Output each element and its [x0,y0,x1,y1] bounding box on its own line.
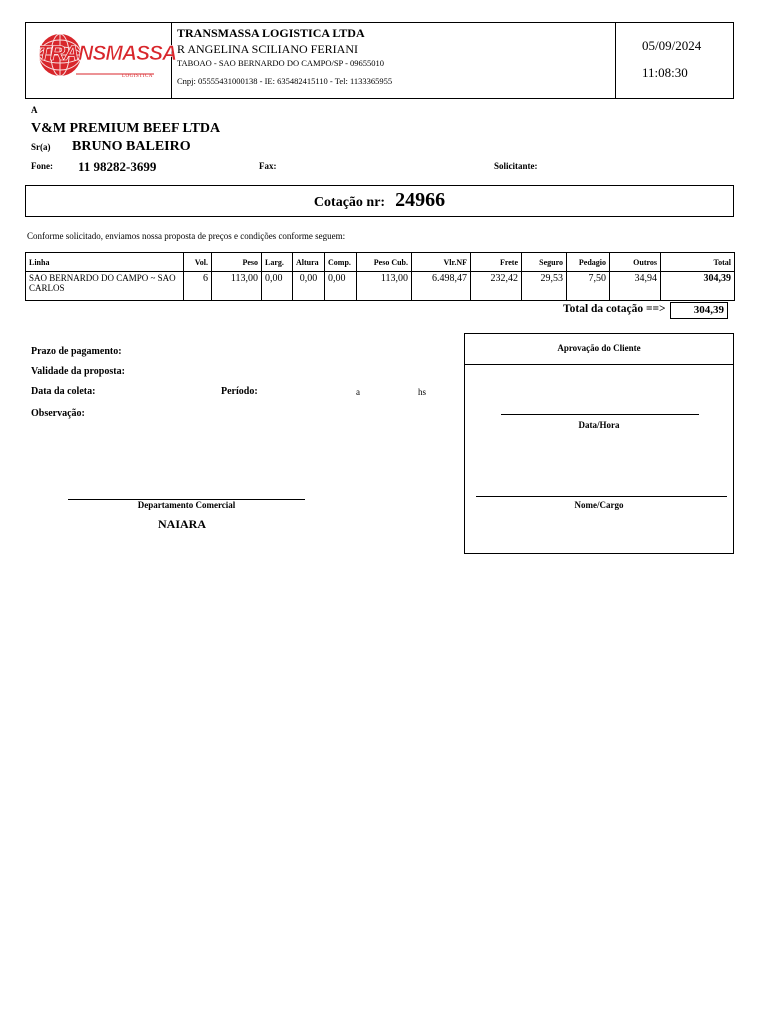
cell-larg: 0,00 [262,272,293,301]
quote-intro: Conforme solicitado, enviamos nossa proposta de preços e condições conforme seguem: [27,231,346,241]
cell-linha: SAO BERNARDO DO CAMPO ~ SAO CARLOS [26,272,184,301]
datetime-signature-line [501,414,699,415]
cell-altura: 0,00 [293,272,325,301]
col-header-comp: Comp. [325,253,357,272]
fax-label: Fax: [259,161,277,171]
validity-label: Validade da proposta: [31,366,125,377]
period-to-label: a [356,387,360,397]
cell-frete: 232,42 [471,272,522,301]
col-header-linha: Linha [26,253,184,272]
sr-label: Sr(a) [31,142,51,152]
quote-number-box [25,185,734,217]
approval-title: Aprovação do Cliente [557,343,641,353]
col-header-vlr-nf: Vlr.NF [412,253,471,272]
to-label: A [31,105,38,115]
notes-label: Observação: [31,408,85,419]
department-label: Departamento Comercial [137,500,236,510]
header-divider [615,23,616,98]
col-header-peso-cub: Peso Cub. [357,253,412,272]
cell-pedagio: 7,50 [567,272,610,301]
name-role-label: Nome/Cargo [574,500,624,510]
cell-vol: 6 [184,272,212,301]
company-name: TRANSMASSA LOGISTICA LTDA [177,26,365,40]
document-header [25,22,734,99]
period-hours-label: hs [418,387,427,397]
cell-outros: 34,94 [610,272,661,301]
table-header-row [26,253,735,272]
quote-number: 24966 [395,189,446,211]
company-ids: Cnpj: 05555431000138 - IE: 635482415110 - Tel: 1133365955 [177,76,393,86]
recipient-contact: BRUNO BALEIRO [72,139,191,154]
recipient-company: V&M PREMIUM BEEF LTDA [31,121,221,136]
col-header-frete: Frete [471,253,522,272]
table-row [26,272,735,301]
logo-wordmark: TRANSMASSA [38,42,177,65]
payment-term-label: Prazo de pagamento: [31,346,122,357]
col-header-pedagio: Pedagio [567,253,610,272]
cell-total: 304,39 [661,272,735,301]
issue-time: 11:08:30 [642,65,688,80]
quote-number-label: Cotação nr: [313,195,386,210]
col-header-outros: Outros [610,253,661,272]
company-logo [36,33,177,79]
total-label: Total da cotação ==> [563,303,666,315]
company-address: R ANGELINA SCILIANO FERIANI [177,42,358,56]
requester-label: Solicitante: [494,161,538,171]
cell-seguro: 29,53 [522,272,567,301]
quote-items-table [25,252,735,301]
recipient-phone: 11 98282-3699 [78,159,157,174]
col-header-total: Total [661,253,735,272]
issue-date: 05/09/2024 [642,38,702,53]
phone-label: Fone: [31,161,53,171]
pickup-date-label: Data da coleta: [31,386,96,397]
cell-vlr-nf: 6.498,47 [412,272,471,301]
col-header-altura: Altura [293,253,325,272]
col-header-larg: Larg. [262,253,293,272]
client-approval-box [464,333,734,554]
period-label: Período: [221,386,258,397]
cell-peso-cub: 113,00 [357,272,412,301]
name-signature-line [476,496,727,497]
company-city: TABOAO - SAO BERNARDO DO CAMPO/SP - 09655010 [177,58,385,68]
datetime-label: Data/Hora [578,420,620,430]
col-header-seguro: Seguro [522,253,567,272]
cell-comp: 0,00 [325,272,357,301]
cell-peso: 113,00 [212,272,262,301]
logo-tagline: LOGISTICA [122,74,153,79]
total-value: 304,39 [670,302,728,319]
col-header-vol: Vol. [184,253,212,272]
salesperson-name: NAIARA [158,517,206,531]
col-header-peso: Peso [212,253,262,272]
